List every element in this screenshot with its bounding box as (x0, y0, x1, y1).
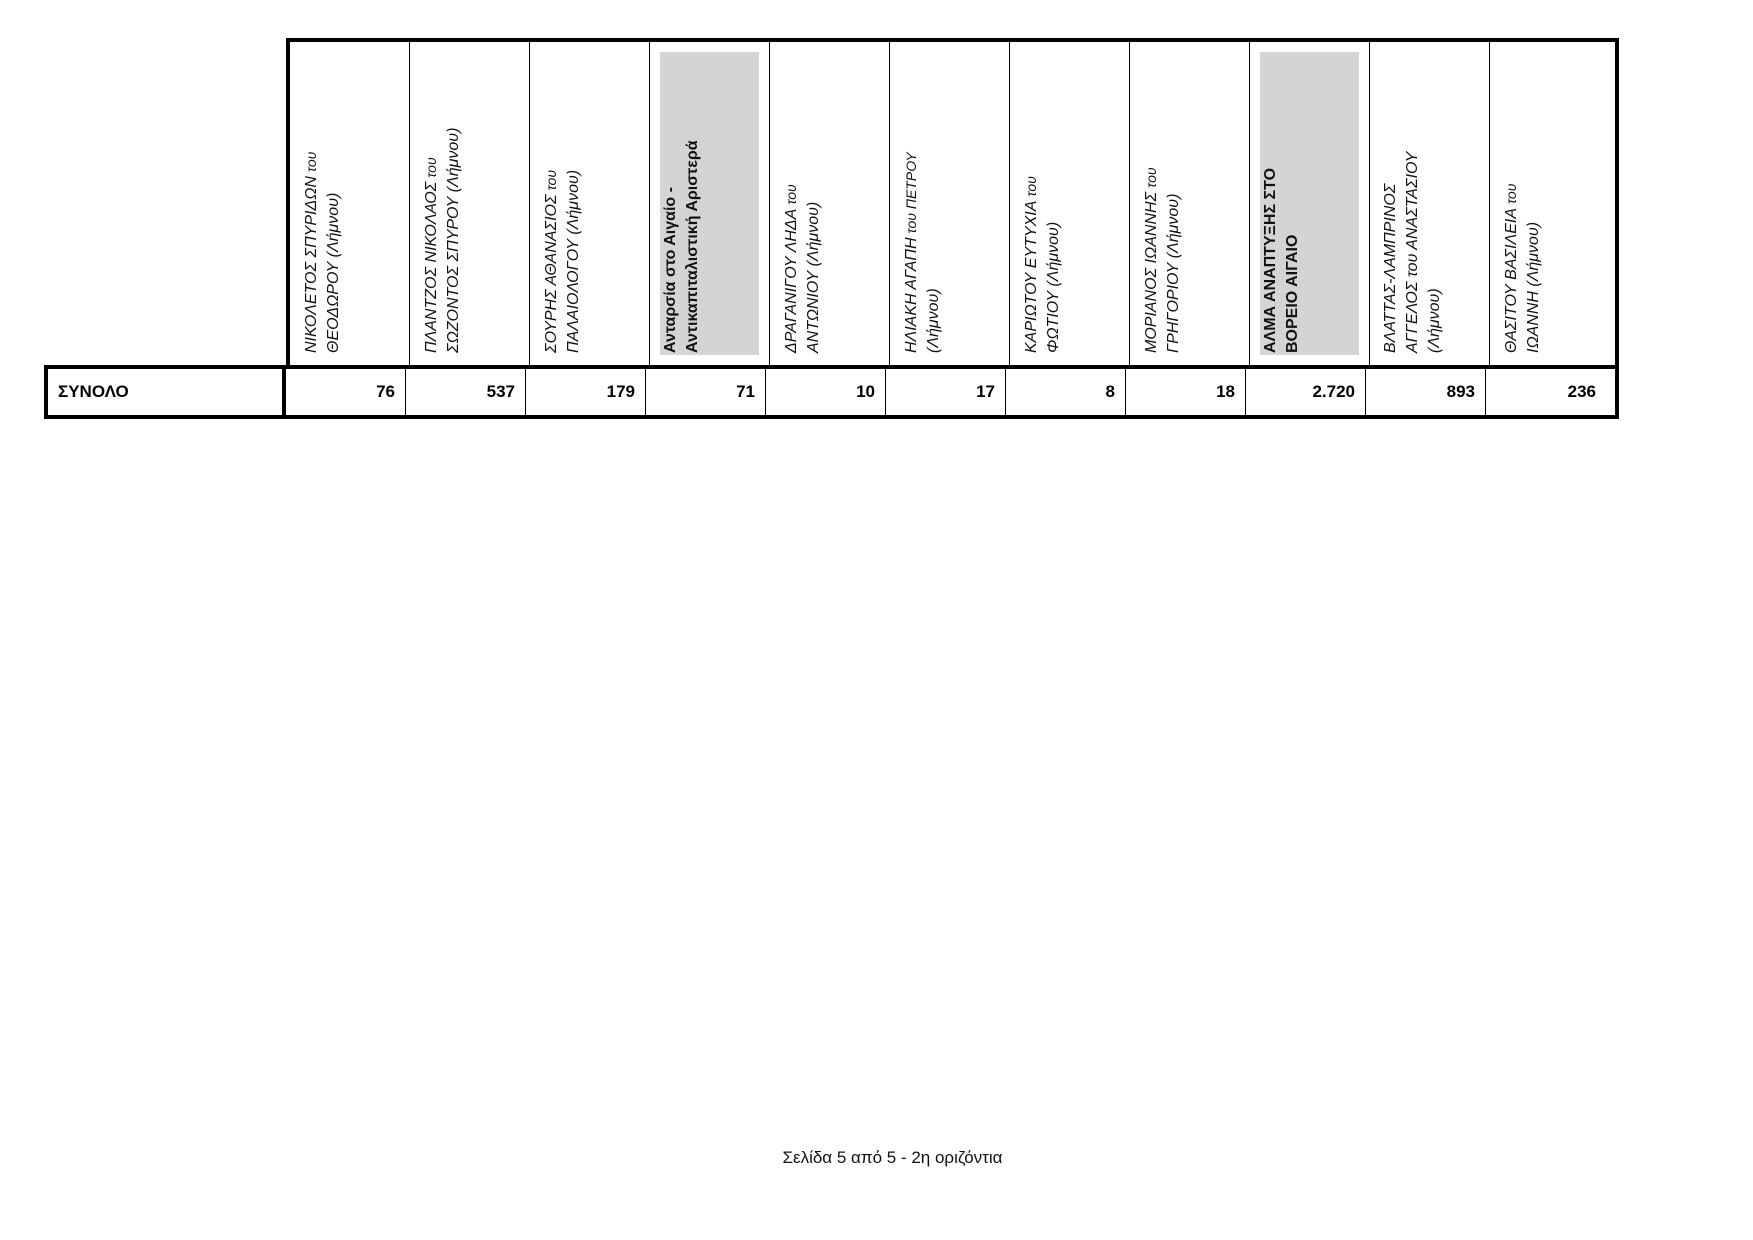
candidate-header-cell (1370, 42, 1490, 365)
candidate-name-line2: ΠΑΛΑΙΟΛΟΓΟΥ (Λήμνου) (565, 169, 582, 353)
candidate-name-line2: ΦΩΤΙΟΥ (Λήμνου) (1045, 221, 1062, 353)
candidate-header-cell (410, 42, 530, 365)
candidate-name-line1: ΝΙΚΟΛΕΤΟΣ ΣΠΥΡΙΔΩΝ του (303, 151, 320, 353)
candidate-name-line2: ΑΝΤΩΝΙΟΥ (Λήμνου) (805, 201, 822, 353)
totals-row (44, 365, 1619, 419)
candidate-header-cell (290, 42, 410, 365)
candidate-header-cell (1250, 42, 1370, 365)
candidate-name-line1: ΘΑΣΙΤΟΥ ΒΑΣΙΛΕΙΑ του (1503, 183, 1520, 353)
candidate-header-cell (890, 42, 1010, 365)
candidate-name-line2: ΑΓΓΕΛΟΣ του ΑΝΑΣΤΑΣΙΟΥ (1404, 151, 1421, 353)
candidate-name-line2: ΙΩΑΝΝΗ (Λήμνου) (1525, 221, 1542, 353)
candidate-header-cell (1130, 42, 1250, 365)
candidate-name-line1: ΣΟΥΡΗΣ ΑΘΑΝΑΣΙΟΣ του (543, 169, 560, 353)
totals-label: ΣΥΝΟΛΟ (48, 369, 286, 415)
total-value-cell: 2.720 (1246, 369, 1366, 415)
candidate-name-line2: ΓΡΗΓΟΡΙΟΥ (Λήμνου) (1165, 193, 1182, 353)
candidate-name-line3: (Λήμνου) (1426, 288, 1443, 353)
candidate-name-line1: ΔΡΑΓΑΝΙΓΟΥ ΛΗΔΑ του (783, 184, 800, 353)
candidate-name-label (1500, 53, 1545, 353)
total-value-cell: 17 (886, 369, 1006, 415)
candidate-header-cell (1490, 42, 1610, 365)
candidate-name-line2: ΒΟΡΕΙΟ ΑΙΓΑΙΟ (1284, 234, 1301, 353)
candidate-name-line2: ΘΕΟΔΩΡΟΥ (Λήμνου) (325, 192, 342, 353)
total-value-cell: 179 (526, 369, 646, 415)
candidate-name-label (1260, 53, 1304, 353)
candidate-header-cell (770, 42, 890, 365)
candidate-name-line1: ΠΛΑΝΤΖΟΣ ΝΙΚΟΛΑΟΣ του (423, 157, 440, 353)
total-value-cell: 8 (1006, 369, 1126, 415)
total-value-cell: 71 (646, 369, 766, 415)
candidate-header-cell (1010, 42, 1130, 365)
total-value-cell: 236 (1567, 382, 1596, 401)
candidate-header-cell (650, 42, 770, 365)
total-value-cell: 76 (286, 369, 406, 415)
candidate-header-cell (530, 42, 650, 365)
total-value-cell: 18 (1126, 369, 1246, 415)
candidate-name-label (660, 53, 704, 353)
candidate-name-line1: ΗΛΙΑΚΗ ΑΓΑΠΗ του ΠΕΤΡΟΥ (903, 152, 920, 353)
candidate-name-line1: ΜΟΡΙΑΝΟΣ ΙΩΑΝΝΗΣ του (1143, 167, 1160, 353)
total-value-cell: 10 (766, 369, 886, 415)
page-footer: Σελίδα 5 από 5 - 2η οριζόντια (782, 1148, 1003, 1167)
candidate-name-line2: ΣΩΖΟΝΤΟΣ ΣΠΥΡΟΥ (Λήμνου) (445, 127, 462, 353)
candidate-name-label (1140, 53, 1185, 353)
candidate-name-label (420, 53, 465, 353)
total-value-cell: 537 (406, 369, 526, 415)
candidate-name-label (780, 53, 825, 353)
candidate-name-line1: ΚΑΡΙΩΤΟΥ ΕΥΤΥΧΙΑ του (1023, 176, 1040, 353)
candidate-name-line2: (Λήμνου) (925, 288, 942, 353)
candidate-name-line1: ΑΛΜΑ ΑΝΑΠΤΥΞΗΣ ΣΤΟ (1262, 167, 1279, 353)
total-value-cell: 893 (1366, 369, 1486, 415)
candidate-name-line1: ΒΛΑΤΤΑΣ-ΛΑΜΠΡΙΝΟΣ (1382, 183, 1399, 353)
candidate-name-line1: Ανταρσία στο Αιγαίο - (662, 187, 679, 353)
candidate-name-label (1020, 53, 1065, 353)
candidate-header-row (286, 38, 1619, 369)
candidate-name-label (900, 53, 945, 353)
candidate-name-label (300, 53, 345, 353)
candidate-name-label (1380, 53, 1446, 353)
candidate-name-line2: Αντικαπιταλιστική Αριστερά (684, 140, 701, 353)
candidate-name-label (540, 53, 585, 353)
